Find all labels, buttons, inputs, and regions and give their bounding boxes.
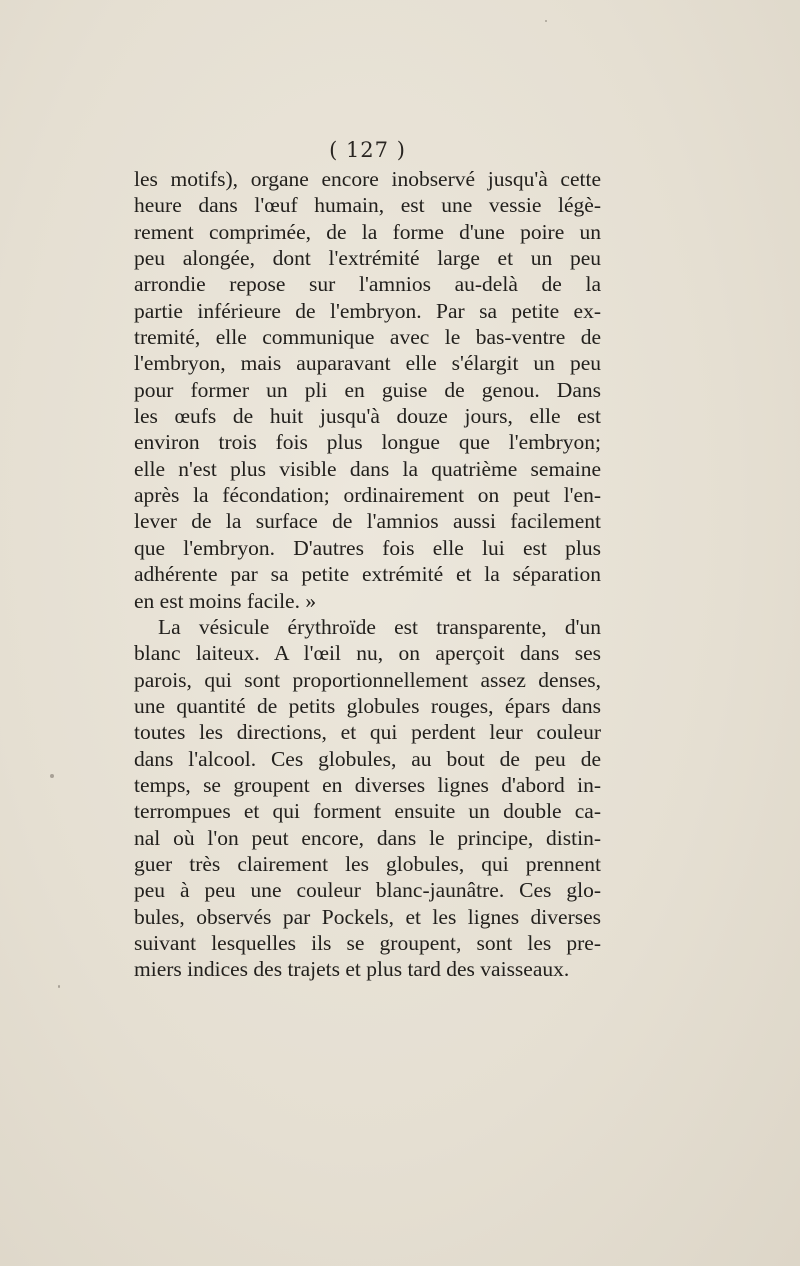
- text-line: arrondie repose sur l'amnios au-delà de la: [134, 272, 601, 297]
- text-line: adhérente par sa petite extrémité et la séparation: [134, 562, 601, 587]
- text-line: dans l'alcool. Ces globules, au bout de peu de: [134, 746, 601, 771]
- text-line: bules, observés par Pockels, et les lignes diverses: [134, 904, 601, 929]
- text-line: partie inférieure de l'embryon. Par sa petite ex-: [134, 298, 601, 323]
- page-number: ( 127 ): [329, 138, 406, 162]
- text-line: miers indices des trajets et plus tard des vaisseaux.: [134, 957, 570, 982]
- text-line: elle n'est plus visible dans la quatrième semaine: [134, 456, 601, 481]
- text-line: peu alongée, dont l'extrémité large et un peu: [134, 246, 601, 271]
- text-line: guer très clairement les globules, qui prennent: [134, 851, 601, 876]
- text-line: terrompues et qui forment ensuite un double ca-: [134, 799, 601, 824]
- paragraph-start-line: La vésicule érythroïde est transparente, d'un: [158, 614, 601, 639]
- text-line: heure dans l'œuf humain, est une vessie légè-: [134, 193, 601, 218]
- text-line: temps, se groupent en diverses lignes d'abord in-: [134, 772, 601, 797]
- text-line: suivant lesquelles ils se groupent, sont les pre-: [134, 930, 601, 955]
- paper-speck: [58, 985, 60, 988]
- text-line: en est moins facile. »: [134, 588, 317, 613]
- text-line: blanc laiteux. A l'œil nu, on aperçoit dans ses: [134, 641, 601, 666]
- text-line: les motifs), organe encore inobservé jusqu'à cette: [134, 167, 601, 191]
- text-line: une quantité de petits globules rouges, épars dans: [134, 693, 601, 718]
- text-line: peu à peu une couleur blanc-jaunâtre. Ces glo-: [134, 878, 601, 903]
- text-line: toutes les directions, et qui perdent leur couleur: [134, 720, 601, 745]
- text-line: parois, qui sont proportionnellement assez denses,: [134, 667, 601, 692]
- text-line: lever de la surface de l'amnios aussi facilement: [134, 509, 601, 534]
- text-line: après la fécondation; ordinairement on peut l'en-: [134, 483, 601, 508]
- body-text: [134, 166, 601, 983]
- paper-speck: [545, 20, 547, 22]
- text-line: les œufs de huit jusqu'à douze jours, elle est: [134, 404, 601, 429]
- text-line: l'embryon, mais auparavant elle s'élargit un peu: [134, 351, 601, 376]
- text-line: rement comprimée, de la forme d'une poire un: [134, 219, 601, 244]
- text-line: que l'embryon. D'autres fois elle lui est plus: [134, 535, 601, 560]
- text-line: pour former un pli en guise de genou. Dans: [134, 377, 601, 402]
- text-line: environ trois fois plus longue que l'embryon;: [134, 430, 601, 455]
- text-line: nal où l'on peut encore, dans le principe, distin-: [134, 825, 601, 850]
- text-line: tremité, elle communique avec le bas-ventre de: [134, 325, 601, 350]
- paper-speck: [50, 774, 54, 778]
